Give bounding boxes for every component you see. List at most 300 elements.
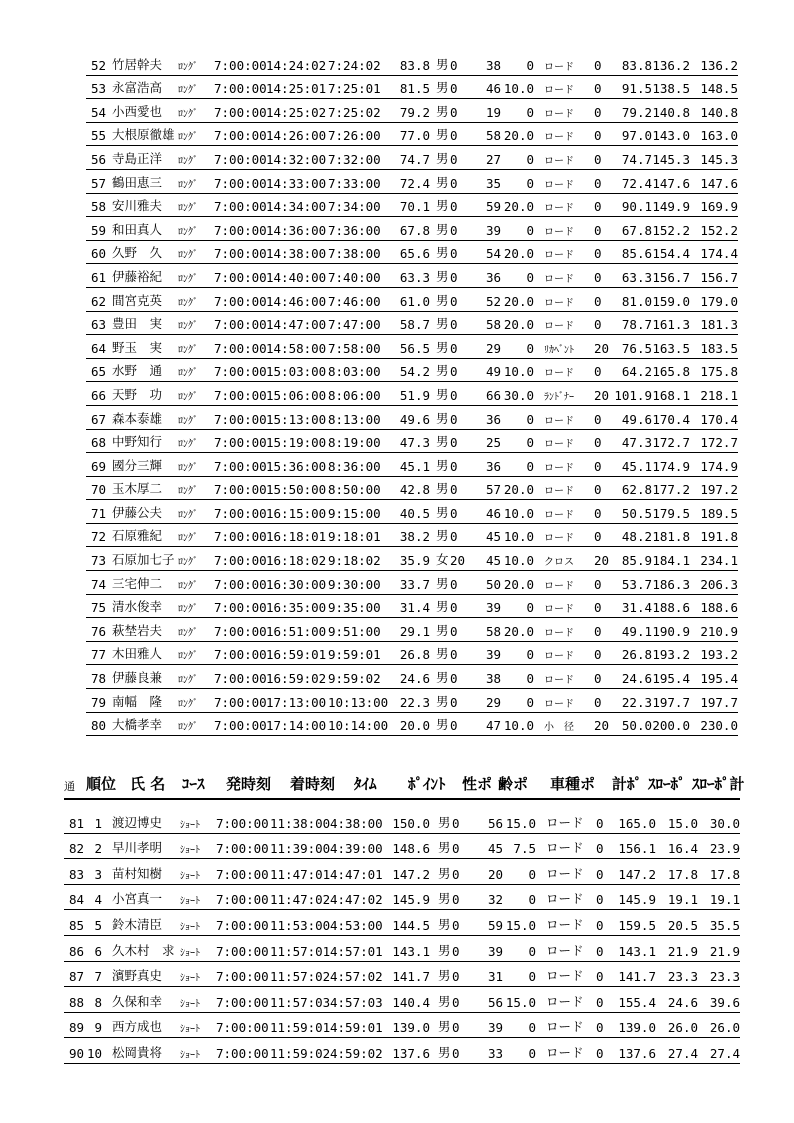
- cell-slow-total: 39.6: [709, 994, 740, 1010]
- header-cell: ﾎﾟｲﾝﾄ: [408, 775, 446, 793]
- cell-overall: 82: [68, 841, 84, 857]
- cell-bike: ロード: [546, 891, 584, 907]
- cell-rank: 54: [90, 104, 106, 120]
- cell-time: 7:26:00: [328, 128, 381, 144]
- cell-time: 4:38:00: [330, 815, 383, 831]
- cell-sex-pt: 0: [452, 815, 460, 831]
- cell-sex: 男: [436, 434, 449, 450]
- cell-bike-pt: 0: [596, 1020, 604, 1036]
- cell-bike-pt: 0: [596, 994, 604, 1010]
- cell-name: 西方成也: [112, 1019, 163, 1035]
- cell-age-pt: 0: [526, 600, 534, 616]
- cell-name: 鶴田恵三: [112, 174, 163, 190]
- cell-bike-pt: 0: [594, 694, 602, 710]
- table-row: [86, 642, 738, 666]
- cell-course: ﾛﾝｸﾞ: [178, 675, 198, 687]
- cell-sex: 男: [436, 481, 449, 497]
- cell-sex-pt: 0: [450, 482, 458, 498]
- cell-age: 32: [488, 892, 504, 908]
- cell-age: 66: [486, 387, 502, 403]
- cell-bike-pt: 0: [594, 104, 602, 120]
- cell-name: 中野知行: [112, 434, 163, 450]
- table-row: [86, 52, 738, 76]
- cell-time: 7:24:02: [328, 57, 381, 73]
- cell-time: 9:30:00: [328, 576, 381, 592]
- cell-sex: 男: [436, 174, 449, 190]
- cell-course: ﾛﾝｸﾞ: [178, 61, 198, 73]
- cell-bike-pt: 0: [596, 892, 604, 908]
- cell-name: 小西愛也: [112, 103, 163, 119]
- cell-sex: 男: [438, 1019, 451, 1035]
- cell-slow-total: 35.5: [709, 917, 740, 933]
- cell-slow-total: 174.9: [700, 458, 738, 474]
- cell-point: 79.2: [399, 104, 430, 120]
- cell-sex: 男: [436, 575, 449, 591]
- cell-point: 56.5: [399, 340, 430, 356]
- cell-name: 木田雅人: [112, 646, 163, 662]
- cell-age: 45: [486, 529, 502, 545]
- cell-course: ﾛﾝｸﾞ: [178, 179, 198, 191]
- cell-name: 小宮真一: [112, 891, 163, 907]
- table-row: [86, 406, 738, 430]
- cell-sex: 男: [436, 316, 449, 332]
- table-row: [86, 500, 738, 524]
- cell-age-pt: 0: [526, 694, 534, 710]
- table-row: [86, 146, 738, 170]
- cell-sex-pt: 0: [450, 175, 458, 191]
- cell-slow-pt: 149.9: [652, 199, 690, 215]
- cell-age: 19: [486, 104, 502, 120]
- table-row: [86, 571, 738, 595]
- cell-rank: 6: [94, 943, 102, 959]
- cell-time: 9:35:00: [328, 600, 381, 616]
- cell-time: 8:50:00: [328, 482, 381, 498]
- header-cell: 氏 名: [130, 775, 166, 793]
- cell-sex: 男: [436, 56, 449, 72]
- cell-slow-pt: 170.4: [652, 411, 690, 427]
- cell-total-pt: 83.8: [621, 57, 652, 73]
- cell-point: 147.2: [392, 866, 430, 882]
- cell-bike-pt: 20: [594, 718, 610, 734]
- cell-name: 渡辺博史: [112, 814, 163, 830]
- cell-finish: 11:57:03: [270, 994, 331, 1010]
- cell-rank: 71: [90, 505, 106, 521]
- table-row: [86, 547, 738, 571]
- cell-slow-total: 210.9: [700, 623, 738, 639]
- cell-point: 63.3: [399, 269, 430, 285]
- cell-slow-total: 19.1: [709, 892, 740, 908]
- cell-overall: 89: [68, 1020, 84, 1036]
- cell-bike-pt: 0: [594, 458, 602, 474]
- cell-slow-total: 197.2: [700, 482, 738, 498]
- cell-bike: ロード: [544, 250, 574, 262]
- cell-age-pt: 0: [526, 269, 534, 285]
- cell-time: 4:57:03: [330, 994, 383, 1010]
- cell-sex: 男: [436, 693, 449, 709]
- cell-course: ﾛﾝｸﾞ: [178, 604, 198, 616]
- cell-rank: 52: [90, 57, 106, 73]
- cell-finish: 15:50:00: [266, 482, 327, 498]
- cell-rank: 70: [90, 482, 106, 498]
- cell-bike: ロード: [544, 273, 574, 285]
- cell-sex: 男: [438, 942, 451, 958]
- cell-age-pt: 0: [526, 340, 534, 356]
- cell-overall: 90: [68, 1045, 84, 1061]
- cell-point: 31.4: [399, 600, 430, 616]
- cell-total-pt: 49.1: [621, 623, 652, 639]
- cell-time: 7:46:00: [328, 293, 381, 309]
- cell-name: 久木村 求: [112, 942, 175, 958]
- cell-age: 29: [486, 340, 502, 356]
- cell-bike-pt: 0: [594, 364, 602, 380]
- cell-sex-pt: 0: [450, 576, 458, 592]
- cell-finish: 15:13:00: [266, 411, 327, 427]
- cell-total-pt: 165.0: [618, 815, 656, 831]
- cell-sex: 男: [436, 150, 449, 166]
- cell-bike: ロード: [546, 814, 584, 830]
- cell-start: 7:00:00: [214, 317, 267, 333]
- cell-slow-total: 193.2: [700, 647, 738, 663]
- cell-bike: ロード: [544, 415, 574, 427]
- cell-finish: 14:40:00: [266, 269, 327, 285]
- cell-time: 8:13:00: [328, 411, 381, 427]
- cell-finish: 14:34:00: [266, 199, 327, 215]
- cell-finish: 14:33:00: [266, 175, 327, 191]
- cell-start: 7:00:00: [214, 600, 267, 616]
- cell-name: 和田真人: [112, 221, 163, 237]
- cell-start: 7:00:00: [214, 57, 267, 73]
- cell-point: 26.8: [399, 647, 430, 663]
- cell-point: 49.6: [399, 411, 430, 427]
- cell-point: 150.0: [392, 815, 430, 831]
- cell-rank: 79: [90, 694, 106, 710]
- cell-time: 9:51:00: [328, 623, 381, 639]
- cell-rank: 78: [90, 671, 106, 687]
- cell-finish: 16:35:00: [266, 600, 327, 616]
- cell-time: 8:19:00: [328, 435, 381, 451]
- cell-slow-pt: 136.2: [652, 57, 690, 73]
- cell-sex-pt: 0: [452, 943, 460, 959]
- header-cell: ｽﾛｰﾎﾟ: [648, 775, 686, 793]
- cell-rank: 62: [90, 293, 106, 309]
- cell-bike: ロード: [544, 321, 574, 333]
- cell-sex-pt: 0: [452, 969, 460, 985]
- cell-bike: ロード: [544, 675, 574, 687]
- header-cell: ｽﾛｰﾎﾟ計: [692, 775, 745, 793]
- cell-age-pt: 0: [526, 671, 534, 687]
- cell-course: ﾛﾝｸﾞ: [178, 439, 198, 451]
- cell-point: 77.0: [399, 128, 430, 144]
- cell-slow-pt: 184.1: [652, 553, 690, 569]
- cell-sex-pt: 0: [450, 269, 458, 285]
- cell-slow-pt: 186.3: [652, 576, 690, 592]
- cell-bike-pt: 0: [594, 128, 602, 144]
- cell-slow-total: 189.5: [700, 505, 738, 521]
- cell-finish: 14:36:00: [266, 222, 327, 238]
- cell-sex-pt: 0: [450, 647, 458, 663]
- cell-sex: 女: [436, 552, 449, 568]
- cell-slow-pt: 17.8: [667, 866, 698, 882]
- cell-age: 35: [486, 175, 502, 191]
- cell-sex: 男: [436, 646, 449, 662]
- cell-age-pt: 0: [528, 892, 536, 908]
- cell-course: ﾛﾝｸﾞ: [178, 226, 198, 238]
- cell-name: 安川雅夫: [112, 198, 163, 214]
- cell-slow-pt: 140.8: [652, 104, 690, 120]
- cell-course: ｼｮｰﾄ: [180, 1049, 200, 1061]
- cell-total-pt: 145.9: [618, 892, 656, 908]
- cell-finish: 11:59:01: [270, 1020, 331, 1036]
- cell-overall: 85: [68, 917, 84, 933]
- cell-slow-total: 169.9: [700, 199, 738, 215]
- cell-bike: ﾗﾝﾄﾞﾅｰ: [544, 391, 574, 403]
- table-row: [64, 1013, 740, 1039]
- cell-name: 久野 久: [112, 245, 163, 261]
- cell-point: 140.4: [392, 994, 430, 1010]
- cell-sex-pt: 0: [450, 694, 458, 710]
- cell-age: 58: [486, 623, 502, 639]
- cell-sex: 男: [436, 221, 449, 237]
- cell-slow-pt: 20.5: [667, 917, 698, 933]
- cell-finish: 15:03:00: [266, 364, 327, 380]
- cell-start: 7:00:00: [214, 647, 267, 663]
- table-row: [86, 430, 738, 454]
- cell-slow-pt: 21.9: [667, 943, 698, 959]
- cell-point: 139.0: [392, 1020, 430, 1036]
- cell-slow-pt: 172.7: [652, 435, 690, 451]
- cell-age-pt: 0: [528, 969, 536, 985]
- cell-bike: ロード: [546, 968, 584, 984]
- cell-name: 三宅伸二: [112, 575, 163, 591]
- cell-point: 65.6: [399, 246, 430, 262]
- table-row: [86, 713, 738, 737]
- cell-total-pt: 72.4: [621, 175, 652, 191]
- cell-start: 7:00:00: [216, 841, 269, 857]
- cell-total-pt: 74.7: [621, 151, 652, 167]
- cell-course: ｼｮｰﾄ: [180, 819, 200, 831]
- cell-course: ﾛﾝｸﾞ: [178, 462, 198, 474]
- cell-sex: 男: [436, 599, 449, 615]
- cell-age-pt: 0: [528, 943, 536, 959]
- cell-sex: 男: [436, 528, 449, 544]
- cell-time: 7:40:00: [328, 269, 381, 285]
- cell-sex: 男: [438, 968, 451, 984]
- cell-bike-pt: 0: [594, 623, 602, 639]
- cell-slow-pt: 156.7: [652, 269, 690, 285]
- cell-point: 70.1: [399, 199, 430, 215]
- cell-time: 4:59:01: [330, 1020, 383, 1036]
- cell-total-pt: 85.9: [621, 553, 652, 569]
- cell-bike: ロード: [544, 627, 574, 639]
- cell-sex-pt: 0: [450, 458, 458, 474]
- cell-start: 7:00:00: [214, 411, 267, 427]
- cell-sex: 男: [436, 363, 449, 379]
- cell-slow-pt: 195.4: [652, 671, 690, 687]
- cell-finish: 17:13:00: [266, 694, 327, 710]
- cell-sex-pt: 0: [450, 411, 458, 427]
- cell-finish: 11:47:01: [270, 866, 331, 882]
- cell-overall: 88: [68, 994, 84, 1010]
- cell-start: 7:00:00: [216, 969, 269, 985]
- cell-overall: 84: [68, 892, 84, 908]
- cell-start: 7:00:00: [214, 293, 267, 309]
- cell-slow-total: 156.7: [700, 269, 738, 285]
- cell-course: ﾛﾝｸﾞ: [178, 722, 198, 734]
- cell-slow-pt: 26.0: [667, 1020, 698, 1036]
- cell-name: 天野 功: [112, 386, 163, 402]
- cell-start: 7:00:00: [214, 671, 267, 687]
- cell-age-pt: 0: [526, 151, 534, 167]
- cell-bike: ロード: [544, 108, 574, 120]
- cell-finish: 14:25:01: [266, 81, 327, 97]
- cell-finish: 11:59:02: [270, 1045, 331, 1061]
- cell-start: 7:00:00: [214, 482, 267, 498]
- cell-sex-pt: 0: [450, 57, 458, 73]
- cell-time: 7:25:02: [328, 104, 381, 120]
- cell-age-pt: 0: [526, 57, 534, 73]
- cell-time: 7:58:00: [328, 340, 381, 356]
- cell-slow-total: 21.9: [709, 943, 740, 959]
- cell-bike: ロード: [544, 580, 574, 592]
- cell-time: 7:38:00: [328, 246, 381, 262]
- cell-course: ｼｮｰﾄ: [180, 1024, 200, 1036]
- cell-bike-pt: 0: [594, 482, 602, 498]
- cell-slow-total: 147.6: [700, 175, 738, 191]
- cell-slow-total: 188.6: [700, 600, 738, 616]
- cell-point: 148.6: [392, 841, 430, 857]
- table-row: [86, 335, 738, 359]
- cell-bike: ロード: [544, 368, 574, 380]
- cell-start: 7:00:00: [214, 340, 267, 356]
- cell-sex-pt: 0: [450, 317, 458, 333]
- table-row: [64, 910, 740, 936]
- cell-age-pt: 20.0: [503, 199, 534, 215]
- cell-total-pt: 101.9: [614, 387, 652, 403]
- cell-name: 苗村知樹: [112, 865, 163, 881]
- cell-point: 61.0: [399, 293, 430, 309]
- cell-slow-total: 152.2: [700, 222, 738, 238]
- cell-bike: ﾘｶﾍﾞﾝﾄ: [544, 344, 574, 356]
- cell-start: 7:00:00: [214, 529, 267, 545]
- cell-age: 56: [488, 994, 504, 1010]
- cell-course: ﾛﾝｸﾞ: [178, 533, 198, 545]
- cell-name: 森本泰雄: [112, 410, 163, 426]
- cell-sex-pt: 0: [452, 841, 460, 857]
- cell-slow-total: 234.1: [700, 553, 738, 569]
- cell-age: 20: [488, 866, 504, 882]
- cell-rank: 67: [90, 411, 106, 427]
- cell-rank: 2: [94, 841, 102, 857]
- cell-finish: 14:46:00: [266, 293, 327, 309]
- cell-bike-pt: 0: [594, 317, 602, 333]
- cell-rank: 76: [90, 623, 106, 639]
- cell-finish: 14:32:00: [266, 151, 327, 167]
- cell-sex-pt: 0: [450, 529, 458, 545]
- cell-name: 玉木厚二: [112, 481, 163, 497]
- cell-course: ﾛﾝｸﾞ: [178, 273, 198, 285]
- cell-slow-pt: 190.9: [652, 623, 690, 639]
- cell-sex-pt: 0: [450, 151, 458, 167]
- cell-age-pt: 0: [528, 1020, 536, 1036]
- cell-bike: ロード: [544, 439, 574, 451]
- table-row: [64, 859, 740, 885]
- cell-finish: 11:38:00: [270, 815, 331, 831]
- table-row: [86, 359, 738, 383]
- cell-bike: ロード: [544, 297, 574, 309]
- cell-bike: ロード: [544, 604, 574, 616]
- cell-age: 36: [486, 458, 502, 474]
- cell-start: 7:00:00: [216, 994, 269, 1010]
- cell-point: 144.5: [392, 917, 430, 933]
- cell-bike: ロード: [544, 61, 574, 73]
- cell-point: 83.8: [399, 57, 430, 73]
- cell-point: 47.3: [399, 435, 430, 451]
- cell-age-pt: 15.0: [505, 917, 536, 933]
- cell-slow-pt: 174.9: [652, 458, 690, 474]
- cell-rank: 10: [86, 1045, 102, 1061]
- cell-total-pt: 24.6: [621, 671, 652, 687]
- cell-finish: 11:39:00: [270, 841, 331, 857]
- cell-bike-pt: 0: [594, 600, 602, 616]
- cell-total-pt: 90.1: [621, 199, 652, 215]
- cell-rank: 66: [90, 387, 106, 403]
- cell-sex-pt: 0: [450, 623, 458, 639]
- cell-age: 59: [488, 917, 504, 933]
- cell-age-pt: 10.0: [503, 505, 534, 521]
- cell-start: 7:00:00: [214, 269, 267, 285]
- cell-start: 7:00:00: [214, 718, 267, 734]
- cell-course: ﾛﾝｸﾞ: [178, 651, 198, 663]
- cell-total-pt: 62.8: [621, 482, 652, 498]
- cell-bike-pt: 20: [594, 553, 610, 569]
- table-row: [86, 595, 738, 619]
- cell-sex: 男: [436, 127, 449, 143]
- cell-slow-pt: 168.1: [652, 387, 690, 403]
- cell-rank: 68: [90, 435, 106, 451]
- cell-age-pt: 0: [526, 647, 534, 663]
- cell-time: 8:06:00: [328, 387, 381, 403]
- cell-finish: 16:51:00: [266, 623, 327, 639]
- cell-overall: 87: [68, 969, 84, 985]
- cell-name: 寺島正洋: [112, 150, 163, 166]
- cell-start: 7:00:00: [214, 151, 267, 167]
- cell-rank: 53: [90, 81, 106, 97]
- cell-sex: 男: [438, 993, 451, 1009]
- cell-age-pt: 15.0: [505, 815, 536, 831]
- cell-finish: 15:19:00: [266, 435, 327, 451]
- cell-slow-total: 23.3: [709, 969, 740, 985]
- cell-course: ﾛﾝｸﾞ: [178, 203, 198, 215]
- cell-rank: 61: [90, 269, 106, 285]
- cell-rank: 74: [90, 576, 106, 592]
- cell-bike: ロード: [544, 486, 574, 498]
- cell-sex-pt: 0: [450, 600, 458, 616]
- cell-bike-pt: 20: [594, 387, 610, 403]
- header-cell: 性ポ: [462, 775, 493, 793]
- cell-rank: 75: [90, 600, 106, 616]
- cell-slow-total: 174.4: [700, 246, 738, 262]
- cell-age: 39: [488, 943, 504, 959]
- cell-bike: ロード: [544, 132, 574, 144]
- cell-sex-pt: 0: [450, 718, 458, 734]
- cell-age-pt: 30.0: [503, 387, 534, 403]
- cell-bike-pt: 0: [596, 917, 604, 933]
- cell-name: 早川孝明: [112, 840, 163, 856]
- cell-sex-pt: 0: [450, 340, 458, 356]
- cell-time: 8:36:00: [328, 458, 381, 474]
- cell-sex-pt: 0: [450, 199, 458, 215]
- cell-name: 石原雅紀: [112, 528, 163, 544]
